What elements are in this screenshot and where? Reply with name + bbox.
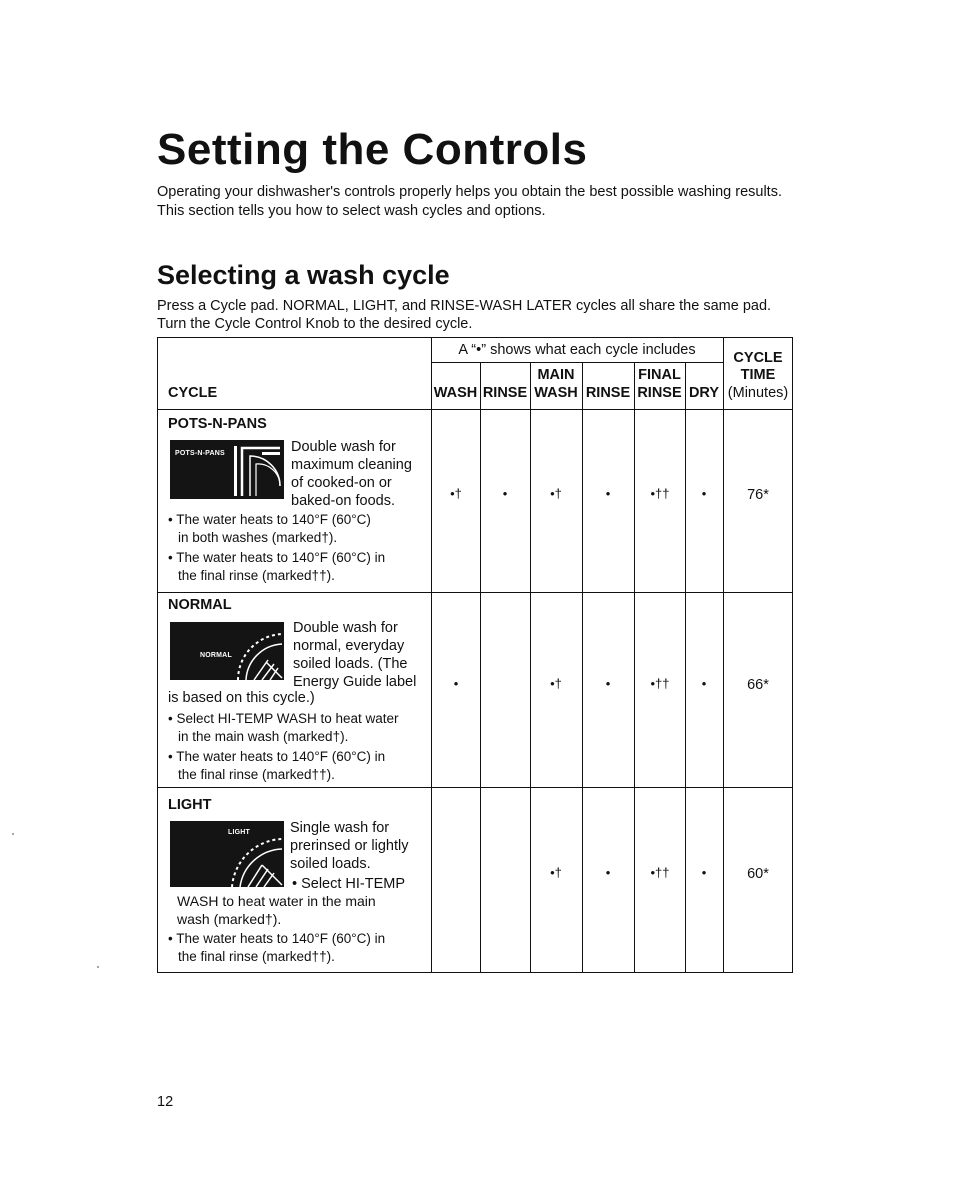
page-title: Setting the Controls <box>157 125 588 174</box>
table-rule <box>157 409 793 410</box>
table-rule <box>634 362 635 973</box>
mark-dry: • <box>701 676 707 691</box>
table-rule <box>157 972 793 973</box>
note-line: • The water heats to 140°F (60°C) <box>168 512 371 527</box>
table-rule <box>530 362 531 973</box>
margin-speck <box>12 833 14 835</box>
note-line: • The water heats to 140°F (60°C) in <box>168 749 386 764</box>
mark-dry: • <box>701 486 707 501</box>
cycle-note <box>168 511 430 585</box>
cycle-description <box>293 619 433 691</box>
cycle-name: LIGHT <box>168 797 212 813</box>
pad-icon <box>170 821 284 887</box>
mark-main-wash: •† <box>550 676 562 691</box>
note-line: • Select HI-TEMP WASH to heat water <box>168 711 399 726</box>
mark-final-rinse: •†† <box>650 486 670 501</box>
header-rinse-2: RINSE <box>585 385 631 401</box>
description-line: • Select HI-TEMP <box>292 876 406 892</box>
mark-main-wash: •† <box>550 486 562 501</box>
note-line: the final rinse (marked††). <box>178 568 335 583</box>
description-line: soiled loads. (The <box>293 656 408 672</box>
mark-rinse-2: • <box>605 486 611 501</box>
badge-label: LIGHT <box>228 829 250 836</box>
header-final-bottom: RINSE <box>637 385 682 401</box>
mark-final-rinse: •†† <box>650 865 670 880</box>
wash-cycle-table <box>157 337 793 973</box>
cycle-name: POTS-N-PANS <box>168 416 267 432</box>
description-line: maximum cleaning <box>291 457 412 473</box>
table-rule <box>157 592 793 593</box>
header-rinse: RINSE <box>482 385 528 401</box>
page-number: 12 <box>157 1094 174 1110</box>
mark-rinse-2: • <box>605 676 611 691</box>
mark-dry: • <box>701 865 707 880</box>
pad-icon <box>170 440 284 499</box>
note-line: in the main wash (marked†). <box>178 729 349 744</box>
description-line: normal, everyday <box>293 638 405 654</box>
note-line: the final rinse (marked††). <box>178 949 335 964</box>
badge-label: NORMAL <box>200 652 232 659</box>
table-rule <box>582 362 583 973</box>
intro-paragraph: Operating your dishwasher's controls properly helps you obtain the best possible washing results. This section tells you how to select wash cycles and options. <box>157 184 782 219</box>
cycle-description <box>290 819 430 893</box>
description-line: WASH to heat water in the main <box>177 893 376 909</box>
table-rule <box>480 362 481 973</box>
mark-main-wash: •† <box>550 865 562 880</box>
table-rule <box>431 362 723 363</box>
description-line: baked-on foods. <box>291 493 395 509</box>
cycle-time: 76* <box>747 487 769 503</box>
header-main-top: MAIN <box>537 367 575 383</box>
header-final-top: FINAL <box>638 367 681 383</box>
header-main-bottom: WASH <box>534 385 578 401</box>
header-cycle: CYCLE <box>168 385 218 401</box>
mark-rinse: • <box>502 486 508 501</box>
note-line: the final rinse (marked††). <box>178 767 335 782</box>
table-rule <box>157 787 793 788</box>
description-continued: is based on this cycle.) <box>168 690 315 706</box>
badge-label: POTS-N-PANS <box>175 450 225 457</box>
table-rule <box>723 337 793 338</box>
note-line: • The water heats to 140°F (60°C) in <box>168 550 386 565</box>
header-time-mid: TIME <box>740 367 776 383</box>
cycle-time: 66* <box>747 677 769 693</box>
description-line: prerinsed or lightly <box>290 838 409 854</box>
description-continued <box>177 892 430 928</box>
cycle-pad-image <box>170 622 284 680</box>
description-line: of cooked-on or <box>291 475 392 491</box>
header-time-bottom: (Minutes) <box>727 385 789 401</box>
section-paragraph: Press a Cycle pad. NORMAL, LIGHT, and RINSE-WASH LATER cycles all share the same pad. Turn the Cycle Control Knob to the desired cycle. <box>157 298 772 332</box>
mark-final-rinse: •†† <box>650 676 670 691</box>
cycle-time: 60* <box>747 866 769 882</box>
cycle-pad-image <box>170 440 284 499</box>
note-line: • The water heats to 140°F (60°C) in <box>168 931 386 946</box>
table-rule <box>685 362 686 973</box>
cycle-note <box>168 930 430 966</box>
header-dry: DRY <box>688 385 720 401</box>
table-rule <box>157 337 723 338</box>
cycle-note <box>168 710 430 784</box>
table-rule <box>157 337 158 973</box>
header-wash: WASH <box>433 385 478 401</box>
mark-wash: • <box>453 676 459 691</box>
mark-rinse-2: • <box>605 865 611 880</box>
note-line: in both washes (marked†). <box>178 530 338 545</box>
header-time-top: CYCLE <box>733 350 783 366</box>
section-heading: Selecting a wash cycle <box>157 260 450 290</box>
mark-wash: •† <box>450 486 462 501</box>
description-line: wash (marked†). <box>177 911 282 927</box>
description-line: soiled loads. <box>290 856 371 872</box>
cycle-description <box>291 438 431 510</box>
description-line: Double wash for <box>293 620 398 636</box>
description-line: Single wash for <box>290 820 390 836</box>
cycle-pad-image <box>170 821 284 887</box>
table-legend: A “•” shows what each cycle includes <box>458 342 696 358</box>
cycle-name: NORMAL <box>168 597 232 613</box>
margin-speck <box>97 966 99 968</box>
pad-icon <box>170 622 284 680</box>
description-line: Double wash for <box>291 439 396 455</box>
description-line: Energy Guide label <box>293 674 417 690</box>
